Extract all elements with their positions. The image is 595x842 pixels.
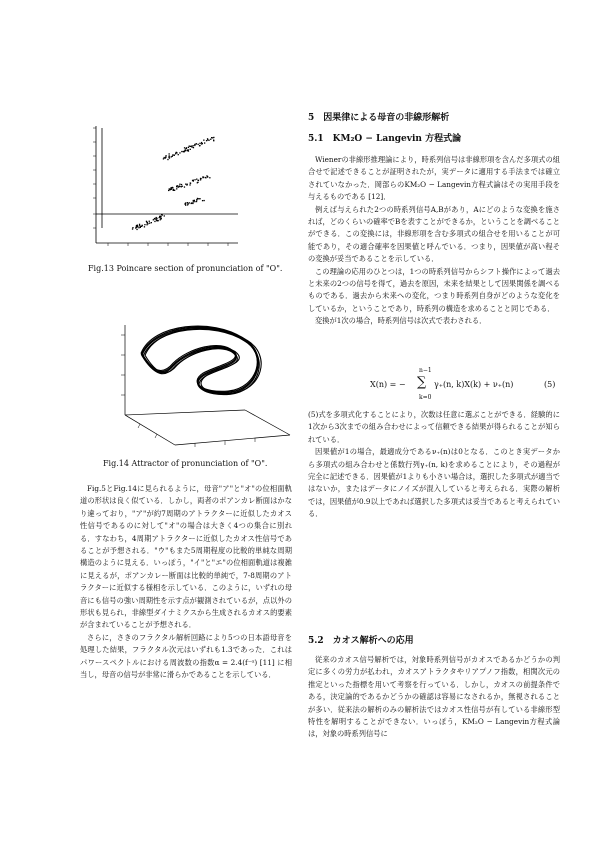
- poincare-point: [198, 144, 199, 145]
- poincare-point: [138, 227, 139, 228]
- poincare-point: [198, 198, 199, 199]
- poincare-point: [205, 177, 206, 178]
- poincare-point: [179, 152, 180, 153]
- poincare-point: [168, 156, 169, 157]
- poincare-point: [186, 148, 187, 149]
- figure-14: [95, 305, 295, 455]
- poincare-point: [194, 144, 195, 145]
- poincare-point: [200, 179, 201, 180]
- equation-body: γ₊(n, k)X(k) + ν₊(n): [434, 380, 514, 389]
- poincare-point: [202, 200, 203, 201]
- poincare-point: [179, 186, 180, 187]
- poincare-point: [211, 137, 212, 138]
- poincare-point: [203, 140, 204, 141]
- paragraph: 変換が1次の場合，時系列信号は次式で表わされる．: [315, 316, 487, 326]
- poincare-point: [160, 216, 161, 217]
- attractor-plot: [95, 305, 295, 455]
- poincare-point: [197, 182, 198, 183]
- poincare-point: [172, 154, 173, 155]
- poincare-point: [168, 190, 169, 191]
- poincare-point: [183, 151, 184, 152]
- poincare-point: [185, 202, 186, 203]
- poincare-point: [160, 219, 161, 220]
- poincare-point: [136, 226, 137, 227]
- poincare-point: [213, 140, 214, 141]
- poincare-section-plot: [88, 118, 288, 263]
- paragraph: Wienerの非線形推理論により，時系列信号は非線形項を含んだ多項式の組合せで記述できることが証明されたが，実データに適用する手法までは確立されていなかった．岡部らのKM₂O − Langevin方程式論はその実用手段を与えるものである [12]．: [308, 155, 560, 202]
- poincare-point: [197, 198, 198, 199]
- poincare-point: [173, 189, 174, 190]
- poincare-point: [193, 180, 194, 181]
- section-5-2-text: [308, 654, 560, 741]
- poincare-point: [193, 200, 194, 201]
- poincare-point: [171, 189, 172, 190]
- poincare-point: [147, 223, 148, 224]
- left-column-text: [80, 483, 292, 682]
- poincare-point: [144, 224, 145, 225]
- poincare-point: [181, 184, 182, 185]
- figure-13: [88, 118, 288, 263]
- sum-upper: n−1: [419, 367, 432, 374]
- poincare-point: [178, 154, 179, 155]
- section-5-1-title: 5.1 KM₂O − Langevin 方程式論: [308, 134, 462, 144]
- poincare-point: [163, 158, 164, 159]
- paragraph: (5)式を多項式化することにより，次数は任意に選ぶことができる．経験的に1次から3次までの組み合わせによって信頼できる結果が得られることが知られている．: [308, 410, 560, 444]
- paragraph: この理論の応用のひとつは，1つの時系列信号からシフト操作によって過去と未来の2つの信号を得て，過去を原因，未来を結果として因果関係を調べるものである．過去から未来への変化，つまり時系列自身がどのような変化をしているか，ということであり，時系列の構造を求めることと同じである．: [308, 266, 560, 313]
- poincare-point: [182, 186, 183, 187]
- poincare-point: [190, 149, 191, 150]
- poincare-point: [154, 218, 155, 219]
- section-5-2-title: 5.2 カオス解析への応用: [308, 636, 414, 646]
- sum-symbol: ∑: [417, 375, 427, 390]
- poincare-point: [209, 177, 210, 178]
- poincare-point: [165, 155, 166, 156]
- paragraph: 例えば与えられた2つの時系列信号A,Bがあり，Aにどのような変換を施されば，どのくらいの確率でBを表すことができるか，ということを調べることができる．この変換には，非線形項を含む多項式の組合せを用いることが可能であり，その適合確率を因果値と呼んでいる．つまり，因果値が高い程その変換が妥当であることを示している．: [308, 204, 560, 264]
- poincare-point: [181, 151, 182, 152]
- poincare-point: [187, 150, 188, 151]
- poincare-point: [142, 225, 143, 226]
- paragraph: さらに，さきのフラクタル解析回路により5つの日本語母音を処理した結果，フラクタル次元はいずれも1.3であった．これはパワースペクトルにおける周波数の指数α = 2.4(f⁻ᵅ) [11] に相当し，母音の信号が非常に滑らかであることを示している．: [80, 632, 292, 680]
- poincare-point: [140, 227, 141, 228]
- poincare-point: [187, 184, 188, 185]
- poincare-point: [159, 217, 160, 218]
- poincare-point: [204, 142, 205, 143]
- poincare-point: [169, 157, 170, 158]
- section-5-title: 5 因果律による母音の非線形解析: [308, 113, 450, 123]
- poincare-point: [194, 201, 195, 202]
- poincare-point: [196, 199, 197, 200]
- poincare-point: [172, 187, 173, 188]
- poincare-point: [174, 155, 175, 156]
- poincare-point: [164, 215, 165, 216]
- poincare-point: [202, 143, 203, 144]
- poincare-point: [132, 227, 133, 228]
- poincare-point: [199, 198, 200, 199]
- poincare-point: [154, 221, 155, 222]
- section-5-1-text: [308, 154, 560, 328]
- poincare-point: [146, 221, 147, 222]
- poincare-point: [176, 152, 177, 153]
- poincare-point: [213, 137, 214, 138]
- poincare-point: [210, 139, 211, 140]
- poincare-point: [176, 188, 177, 189]
- poincare-point: [193, 147, 194, 148]
- poincare-point: [184, 147, 185, 148]
- poincare-point: [132, 228, 133, 229]
- figure-14-caption: Fig.14 Attractor of pronunciation of "O".: [103, 459, 268, 468]
- poincare-point: [200, 178, 201, 179]
- poincare-point: [189, 146, 190, 147]
- poincare-point: [156, 219, 157, 220]
- poincare-point: [156, 217, 157, 218]
- poincare-point: [188, 147, 189, 148]
- poincare-point: [191, 203, 192, 204]
- poincare-point: [208, 140, 209, 141]
- poincare-point: [165, 157, 166, 158]
- poincare-point: [179, 184, 180, 185]
- poincare-point: [184, 186, 185, 187]
- paragraph: Fig.5とFig.14に見られるように，母音"ア"と"オ"の位相面軌道の形状は良く似ている．しかし，両者のポアンカレ断面はかなり違っており，"ア"が約7周期のアトラクターに近似したカオス性信号であるのに対して"オ"の場合は大きく4つの集合に別れる．すなわち，4周期アトラクターに近似したカオス性信号であることが予想される．"ウ"もまた5周期程度の比較的単純な周期構造のように見える．いっぽう，"イ"と"エ"の位相面軌道は複雑に見えるが，ポアンカレー断面は比較的単純で，7-8周期のアトラクターに近似する様相を示している．このように，いずれの母音にも信号の強い周期性を示す点が観測されているが，点以外の形状も見られ，非線型ダイナミクスから生成されるカオス的要素が含まれていることが予想される．: [80, 484, 292, 630]
- poincare-point: [207, 138, 208, 139]
- equation-5: [360, 366, 560, 406]
- poincare-point: [189, 184, 190, 185]
- poincare-point: [144, 226, 145, 227]
- poincare-point: [160, 218, 161, 219]
- equation-number: (5): [544, 380, 556, 389]
- poincare-point: [206, 140, 207, 141]
- poincare-point: [193, 201, 194, 202]
- poincare-point: [185, 205, 186, 206]
- poincare-point: [149, 223, 150, 224]
- poincare-point: [203, 177, 204, 178]
- poincare-point: [176, 186, 177, 187]
- poincare-point: [159, 216, 160, 217]
- poincare-point: [169, 189, 170, 190]
- paragraph: 因果値が1の場合，最適成分であるν₊(n)は0となる．このとき実データから多項式の組み合わせと係数行列γ₊(n, k)を求めることにより，その過程が完全に記述できる．因果値が1よりも小さい場合は，選択した多項式が適当ではないか，またはデータにノイズが混入していると考えられる．実際の解析では，因果値が0.9以上であれば選択した多項式は妥当であると考えられている．: [308, 447, 560, 519]
- poincare-point: [193, 145, 194, 146]
- poincare-point: [149, 221, 150, 222]
- poincare-point: [171, 156, 172, 157]
- poincare-point: [136, 229, 137, 230]
- poincare-point: [196, 143, 197, 144]
- poincare-point: [151, 222, 152, 223]
- poincare-point: [199, 143, 200, 144]
- poincare-point: [198, 180, 199, 181]
- poincare-point: [157, 220, 158, 221]
- paragraph: 従来のカオス信号解析では，対象時系列信号がカオスであるかどうかの判定に多くの労力が払われ，カオスアトラクタやリアプノフ指数，相関次元の推定といった指標を用いて考察を行っている．しかし，カオスの前提条件である，決定論的であるかどうかの確認は容易になされるか，無視されることが多い．従来法の解析のみの解析法ではカオス性信号が有している非線形型特性を解明することができない．いっぽう，KM₂O − Langevin方程式論は，対象の時系列信号に: [308, 655, 560, 739]
- poincare-point: [187, 204, 188, 205]
- poincare-point: [204, 200, 205, 201]
- equation-lhs: X(n) = −: [370, 380, 406, 389]
- poincare-point: [139, 225, 140, 226]
- poincare-point: [199, 145, 200, 146]
- poincare-point: [167, 159, 168, 160]
- poincare-point: [196, 179, 197, 180]
- sum-lower: k=0: [419, 394, 432, 401]
- figure-13-caption: Fig.13 Poincare section of pronunciation of "O".: [88, 264, 283, 273]
- poincare-point: [190, 182, 191, 183]
- poincare-point: [191, 147, 192, 148]
- poincare-point: [175, 153, 176, 154]
- section-5-1-text-b: [308, 409, 560, 521]
- poincare-point: [196, 201, 197, 202]
- poincare-point: [194, 179, 195, 180]
- poincare-point: [185, 184, 186, 185]
- poincare-point: [162, 214, 163, 215]
- poincare-point: [206, 175, 207, 176]
- poincare-point: [153, 219, 154, 220]
- poincare-point: [139, 224, 140, 225]
- poincare-point: [169, 153, 170, 154]
